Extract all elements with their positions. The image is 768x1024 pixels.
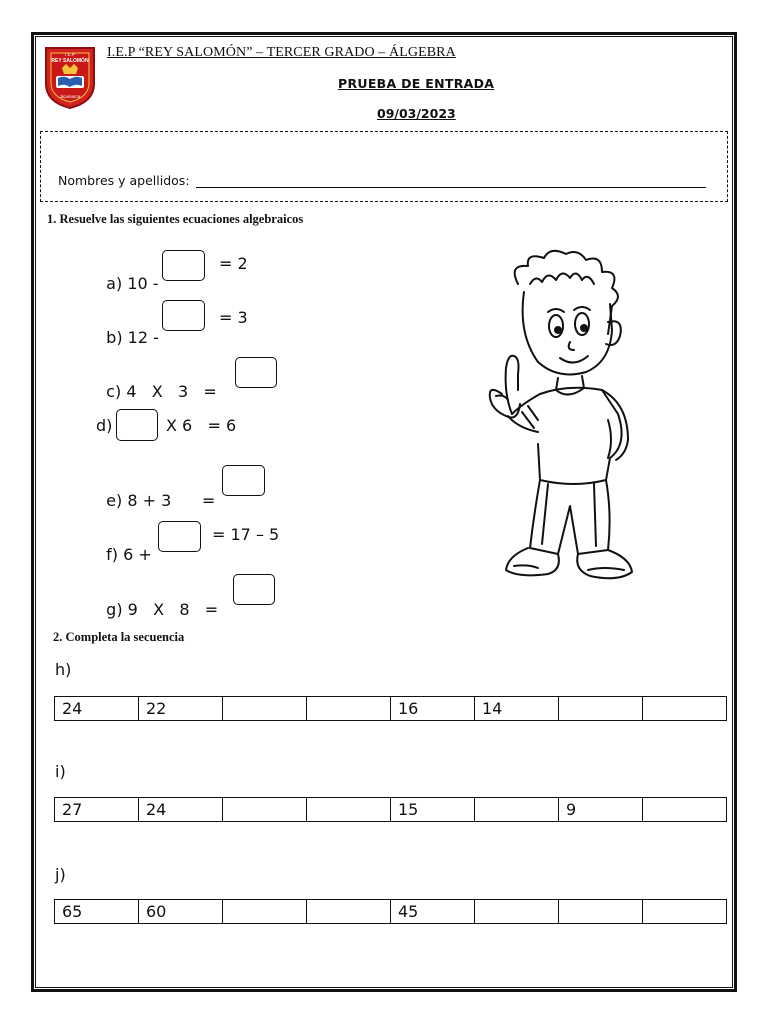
sequence-blank-cell[interactable] [223, 798, 307, 822]
sequence-cell: 27 [55, 798, 139, 822]
answer-box-b[interactable] [162, 300, 205, 331]
name-input-line[interactable] [196, 187, 706, 188]
sequence-blank-cell[interactable] [475, 900, 559, 924]
equation-a: a) 10 - [106, 274, 159, 293]
equation-c: c) 4 X 3 = [106, 382, 217, 401]
equation-b-rhs: = 3 [219, 308, 248, 327]
student-name-box [40, 131, 728, 202]
sequence-cell: 45 [391, 900, 475, 924]
sequence-cell: 60 [139, 900, 223, 924]
sequence-blank-cell[interactable] [643, 900, 727, 924]
answer-box-f[interactable] [158, 521, 201, 552]
sequence-h-table [54, 696, 727, 721]
section1-title: 1. Resuelve las siguientes ecuaciones algebraicos [47, 212, 304, 226]
sequence-blank-cell[interactable] [643, 697, 727, 721]
sequence-cell: 15 [391, 798, 475, 822]
sequence-blank-cell[interactable] [223, 697, 307, 721]
sequence-blank-cell[interactable] [559, 697, 643, 721]
sequence-blank-cell[interactable] [307, 697, 391, 721]
exam-title: PRUEBA DE ENTRADA [338, 76, 495, 91]
sequence-blank-cell[interactable] [559, 900, 643, 924]
equation-g: g) 9 X 8 = [106, 600, 219, 619]
sequence-blank-cell[interactable] [475, 798, 559, 822]
section2-title: 2. Completa la secuencia [53, 630, 185, 644]
cartoon-boy-icon [478, 244, 638, 594]
answer-box-e[interactable] [222, 465, 265, 496]
answer-box-c[interactable] [235, 357, 277, 388]
svg-text:Jicamarca: Jicamarca [59, 94, 81, 99]
sequence-cell: 24 [55, 697, 139, 721]
sequence-blank-cell[interactable] [643, 798, 727, 822]
sequence-j-label: j) [55, 865, 66, 884]
answer-box-d[interactable] [116, 409, 158, 441]
sequence-j-table [54, 899, 727, 924]
sequence-blank-cell[interactable] [307, 900, 391, 924]
school-logo-icon [42, 44, 98, 110]
answer-box-g[interactable] [233, 574, 275, 605]
equation-d-rhs: X 6 = 6 [166, 416, 237, 435]
answer-box-a[interactable] [162, 250, 205, 281]
name-label: Nombres y apellidos: [58, 173, 190, 188]
svg-text:I.E.P: I.E.P [65, 52, 75, 57]
equation-b: b) 12 - [106, 328, 159, 347]
sequence-i-label: i) [55, 762, 66, 781]
sequence-cell: 22 [139, 697, 223, 721]
sequence-h-label: h) [55, 660, 72, 679]
sequence-cell: 14 [475, 697, 559, 721]
sequence-cell: 9 [559, 798, 643, 822]
equation-f: f) 6 + [106, 545, 152, 564]
exam-date: 09/03/2023 [377, 106, 456, 121]
equation-e: e) 8 + 3 = [106, 491, 216, 510]
sequence-blank-cell[interactable] [223, 900, 307, 924]
sequence-cell: 24 [139, 798, 223, 822]
equation-a-rhs: = 2 [219, 254, 248, 273]
equation-f-rhs: = 17 – 5 [212, 525, 280, 544]
sequence-cell: 16 [391, 697, 475, 721]
sequence-cell: 65 [55, 900, 139, 924]
sequence-i-table [54, 797, 727, 822]
svg-text:REY SALOMÓN: REY SALOMÓN [51, 58, 89, 64]
equation-d-label: d) [96, 416, 113, 435]
school-header: I.E.P “REY SALOMÓN” – TERCER GRADO – ÁLGEBRA [107, 45, 456, 60]
sequence-blank-cell[interactable] [307, 798, 391, 822]
